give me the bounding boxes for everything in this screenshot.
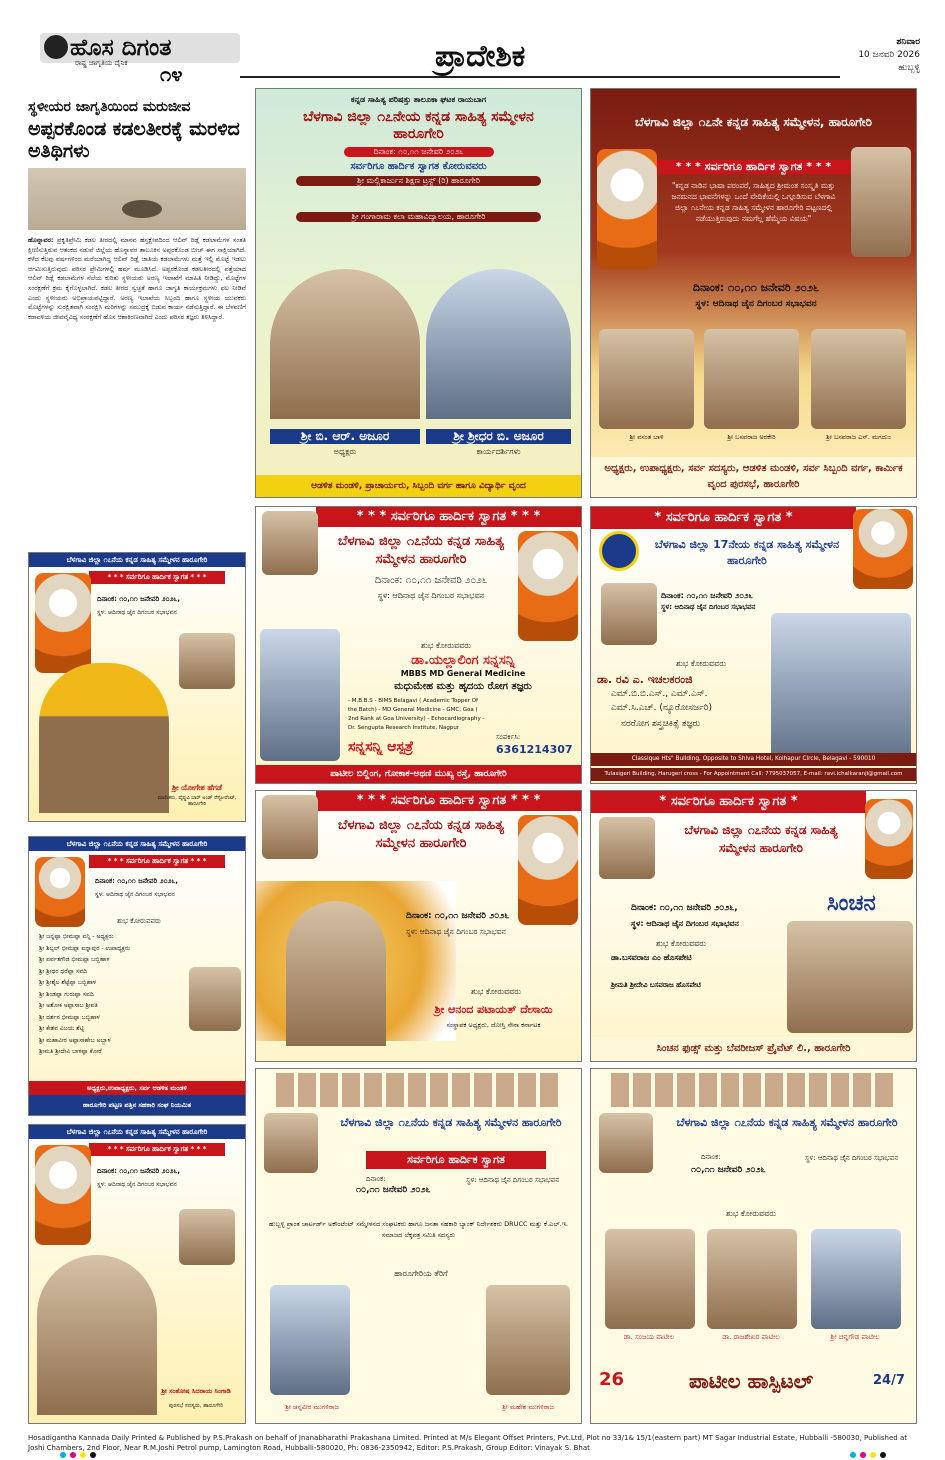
ad1-role-2: ಕಾರ್ಯದರ್ಶಿಗಳು	[476, 447, 521, 456]
ad2-venue: ಸ್ಥಳ: ಆದಿನಾಥ ಜೈನ ದಿಗಂಬರ ಸಭಾಭವನ	[695, 299, 817, 309]
registration-mark-icon	[60, 1452, 66, 1458]
ad6-date: ದಿನಾಂಕ: ೧೦,೧೧ ಜನೇವರಿ ೨೦೨೬,	[631, 903, 738, 913]
ad3-footer: ಪಾಟೀಲ ಬಿಲ್ಡಿಂಗ, ಗೋಕಾಕ-ಅಥಣಿ ಮುಖ್ಯ ರಸ್ತೆ, ಹಾರೂಗೇರಿ	[256, 765, 581, 783]
l2-footer-2: ಹಾರೂಗೇರಿ ಪಟ್ಟಣ ಪತ್ತಿನ ಸಹಕಾರಿ ಸಂಘ ನಿಯಮಿತ	[29, 1095, 245, 1115]
l2-list-item: ಶ್ರೀ ಪರ್ವತಗೌಡ ಭೀಮಪ್ಪಾ ಬಬ್ಬಿಹಾಳ	[39, 956, 110, 963]
registration-mark-icon	[850, 1452, 856, 1458]
ad-anand-desai	[255, 790, 582, 1062]
ad3-swami-portrait	[518, 531, 578, 641]
article-photo-beach	[28, 168, 246, 230]
ad1-org2: ಶ್ರೀ ಗಂಗಾರಾಮ ಕಲಾ ಮಹಾವಿದ್ಯಾಲಯ, ಹಾರೂಗೇರಿ	[296, 212, 541, 222]
ad6-swami-portrait	[865, 799, 913, 879]
ad3-welcome: * * * ಸರ್ವರಿಗೂ ಹಾರ್ದಿಕ ಸ್ವಾಗತ * * *	[316, 507, 581, 527]
ad8-photo-3	[811, 1229, 901, 1329]
l1-role: ಮಾಲೀಕರು, ವೈಷ್ಣವಿ ಬಾರ್ ಅಂಡ್ ರೆಸ್ಟೋರೆಂಟ್, ಹಾರೂಗೇರಿ	[157, 795, 237, 807]
ad1-footer: ಆಡಳಿತ ಮಂಡಳಿ, ಪ್ರಾಚಾರ್ಯರು, ಸಿಬ್ಬಂದಿ ವರ್ಗ ಹಾಗೂ ವಿದ್ಯಾರ್ಥಿ ವೃಂದ	[256, 475, 581, 497]
ad2-photo-2	[704, 329, 799, 429]
ad5-title: ಬೆಳಗಾವಿ ಜಿಲ್ಲಾ ೧೭ನೆಯ ಕನ್ನಡ ಸಾಹಿತ್ಯ ಸಮ್ಮೇಳನ ಹಾರೂಗೇರಿ	[338, 818, 504, 851]
ad4-emblem-icon	[599, 531, 639, 571]
ad6-brand-logo: ಸಿಂಚನ	[827, 891, 876, 916]
l3-swami-portrait	[35, 1145, 91, 1245]
ad7-sub: ಹಾರೂಗೇರಿಯ ತೆರಿಗೆ	[394, 1269, 448, 1278]
l1-swami-portrait	[35, 573, 91, 673]
ad6-author-photo	[599, 817, 655, 879]
ad8-person-3: ಶ್ರೀ ಚನ್ನಗೌಡ ಪಾಟೀಲ	[830, 1333, 880, 1341]
l1-author-photo	[179, 633, 235, 689]
ad8-photo-1	[605, 1229, 695, 1329]
ad2-title: ಬೆಳಗಾವಿ ಜಿಲ್ಲಾ ೧೭ನೇ ಕನ್ನಡ ಸಾಹಿತ್ಯ ಸಮ್ಮೇಳನ, ಹಾರೂಗೇರಿ	[635, 115, 872, 129]
l2-welcome: * * * ಸರ್ವರಿಗೂ ಹಾರ್ದಿಕ ಸ್ವಾಗತ * * *	[89, 855, 225, 868]
l2-swami-portrait	[35, 857, 85, 927]
ad2-welcome: * * * ಸರ್ವರಿಗೂ ಹಾರ್ದಿಕ ಸ್ವಾಗತ * * *	[651, 160, 856, 174]
ad2-swami-portrait	[597, 149, 657, 269]
l3-venue: ಸ್ಥಳ: ಆದಿನಾಥ ಜೈನ ದಿಗಂಬರ ಸಭಾಭವನ	[97, 1181, 177, 1188]
ad5-swami-portrait	[518, 815, 578, 925]
ad4-swami-portrait	[853, 509, 913, 589]
ad-patil-hospital	[590, 1068, 917, 1424]
ad4-date: ದಿನಾಂಕ: ೧೦,೧೧ ಜನೇವರಿ ೨೦೨೬	[661, 591, 753, 600]
ad4-doctor-name: ಡಾ. ರವಿ ಎ. ಇಚಲಕರಂಜಿ	[597, 673, 693, 686]
ad4-venue: ಸ್ಥಳ: ಆದಿನಾಥ ಜೈನ ದಿಗಂಬರ ಸಭಾಭವನ	[661, 603, 756, 611]
ad6-title: ಬೆಳಗಾವಿ ಜಿಲ್ಲಾ ೧೭ನೆಯ ಕನ್ನಡ ಸಾಹಿತ್ಯ ಸಮ್ಮೇಳನ ಹಾರೂಗೇರಿ	[684, 823, 838, 855]
registration-mark-icon	[870, 1452, 876, 1458]
ad5-wish: ಶುಭ ಕೋರುವವರು	[470, 987, 522, 996]
registration-mark-icon	[80, 1452, 86, 1458]
ad7-photo-2	[486, 1285, 570, 1395]
registration-mark-icon	[70, 1452, 76, 1458]
ad6-line-2: ಶ್ರೀಮತಿ ಶ್ರೀದೇವಿ ಬಸವರಾಜ ಹೊಸಪೇಟಿ	[611, 981, 701, 989]
ad-yogesh-hegde	[28, 552, 246, 822]
ad2-photo-3	[811, 329, 906, 429]
l2-top: ಬೆಳಗಾವಿ ಜಿಲ್ಲಾ ೧೭ನೆಯ ಕನ್ನಡ ಸಾಹಿತ್ಯ ಸಮ್ಮೇಳನ ಹಾರೂಗೇರಿ	[29, 837, 245, 851]
ad7-venue: ಸ್ಥಳ: ಆದಿನಾಥ ಜೈನ ದಿಗಂಬರ ಸಭಾಭವನ	[466, 1176, 560, 1184]
article-headline-block	[28, 96, 246, 162]
ad6-footer: ಸಿಂಚನ ಫುಡ್ಸ್ ಮತ್ತು ಬೆವರೀಜಸ್ ಪ್ರೈವೆಟ್ ಲಿ., ಹಾರೂಗೇರಿ	[591, 1037, 916, 1061]
ad6-venue: ಸ್ಥಳ: ಆದಿನಾಥ ಜೈನ ದಿಗಂಬರ ಸಭಾಭವನ	[631, 919, 739, 928]
ad5-welcome: * * * ಸರ್ವರಿಗೂ ಹಾರ್ದಿಕ ಸ್ವಾಗತ * * *	[316, 791, 581, 811]
l3-date: ದಿನಾಂಕ: ೧೦,೧೧ ಜನೇವರಿ ೨೦೨೬,	[97, 1167, 181, 1175]
l2-footer-1: ಅಧ್ಯಕ್ಷರು,ಉಪಾಧ್ಯಕ್ಷರು, ಸರ್ವ ಆಡಳಿತ ಮಂಡಳಿ	[29, 1081, 245, 1095]
ad-santosh-singadi	[28, 1124, 246, 1424]
ad1-name-1: ಶ್ರೀ ಬಿ. ಆರ್. ಅಜೂರ	[270, 429, 420, 444]
ad5-person-photo	[286, 901, 386, 1046]
ad7-photo-1	[270, 1285, 350, 1395]
ad2-footer: ಅಧ್ಯಕ್ಷರು, ಉಪಾಧ್ಯಕ್ಷರು, ಸರ್ವ ಸದಸ್ಯರು, ಆಡಳಿತ ಮಂಡಳಿ, ಸರ್ವ ಸಿಬ್ಬಂದಿ ವರ್ಗ, ಕಾರ್ಮಿಕ ವೃಂದ ಪುರಸಭೆ, ಹಾರೂಗೇರಿ	[591, 457, 916, 497]
registration-mark-icon	[860, 1452, 866, 1458]
l2-list	[39, 931, 189, 1058]
ad4-degree-2: ಎಮ್.ಸಿ.ಎಚ್. (ನ್ಯೂರೋಸರ್ಜರಿ)	[611, 703, 713, 713]
ad-sannasanni-hospital	[255, 506, 582, 784]
logo-tagline: ರಾಷ್ಟ್ರ ಜಾಗೃತಿಯ ದೈನಿಕ	[75, 59, 128, 67]
page-number: ೧೪	[160, 62, 183, 86]
l2-list-item: ಶ್ರೀ ಶಿಲ್ಪಲ್ ಭೀಮಪ್ಪಾ ಐನ್ನಾಪುರ - ಉಪಾಧ್ಯಕ್ಷರು	[39, 944, 131, 952]
ad3-author-photo	[262, 511, 318, 575]
ad-education-trust	[255, 88, 582, 498]
article-body	[28, 236, 246, 322]
ad3-title: ಬೆಳಗಾವಿ ಜಿಲ್ಲಾ ೧೭ನೆಯ ಕನ್ನಡ ಸಾಹಿತ್ಯ ಸಮ್ಮೇಳನ ಹಾರೂಗೇರಿ	[338, 534, 504, 567]
l2-list-item: ಶ್ರೀ ಮಹಾವೀರ ಅಪ್ಪಾಸಾಹೇಬ ಅಬ್ಬಾಳ	[39, 1036, 111, 1044]
issue-date-text: 10 ಜನವರಿ 2026	[858, 50, 920, 60]
ad3-wish: ಶುಭ ಕೋರುವವರು	[420, 641, 472, 650]
article-kicker: ಸ್ಥಳೀಯರ ಜಾಗೃತಿಯಿಂದ ಮರುಜೀವ	[28, 99, 191, 115]
ad8-portrait-strip	[611, 1073, 896, 1107]
l2-list-item: ಶ್ರೀ ಜನ್ನಪ್ಪಾ ಭೀಮಪ್ಪಾ ಐನ್ನಿ - ಅಧ್ಯಕ್ಷರು	[39, 933, 114, 940]
ad3-spec: ಮಧುಮೇಹ ಮತ್ತು ಹೃದಯ ರೋಗ ತಜ್ಞರು	[394, 681, 532, 692]
ad3-hospital-name: ಸನ್ನಸನ್ನಿ ಆಸ್ಪತ್ರೆ	[348, 739, 414, 755]
l2-list-item: ಶ್ರೀ ಕೇಶವ ವಿಜಯ ಶೆಟ್ಟಿ	[39, 1025, 85, 1032]
ad6-line-1: ಡಾ.ಬಸವರಾಜ ಎಂ ಹೊಸಪೇಟಿ	[611, 953, 692, 962]
issue-date	[840, 36, 920, 75]
ad2-body: "ಕನ್ನಡ ನಾಡಿನ ಭಾಷಾ ಪರಂಪರೆ, ಸಾಹಿತ್ಯದ ಶ್ರೀಮಂತ ಸಂಸ್ಕೃತಿ ಮತ್ತು ಜನಮನದ ಭಾವನೆಗಳನ್ನು ಒಂದೆ ವೇದಿಕೆಯಲ್ಲಿ ಒಗ್ಗೂಡಿಸುವ ಬೆಳಗಾವಿ ಜಿಲ್ಲಾ ೧೭ನೇಯ ಕನ್ನಡ ಸಾಹಿತ್ಯ ಸಮ್ಮೇಳನ ಹಾರೂಗೇರಿ ಪಟ್ಟಣದಲ್ಲಿ ನಡೆಯುತ್ತಿರುವುದು ನಮಗೆಲ್ಲ ಹೆಮ್ಮೆಯ ವಿಷಯ"	[671, 181, 836, 223]
ad8-date-label: ದಿನಾಂಕ:	[701, 1153, 721, 1161]
ad8-badge-left: 26	[599, 1369, 625, 1390]
logo-emblem-icon	[44, 35, 68, 59]
ad2-person-1: ಶ್ರೀ ವಸಂತ ಬಾಳಿ	[629, 433, 664, 441]
ad6-wish: ಶುಭ ಕೋರುವವರು	[655, 939, 707, 948]
ad8-photo-2	[707, 1229, 797, 1329]
ad8-venue: ಸ್ಥಳ: ಆದಿನಾಥ ಜೈನ ದಿಗಂಬರ ಸಭಾಭವನ	[805, 1154, 899, 1162]
ad1-name-2: ಶ್ರೀ ಶ್ರೀಧರ ಬಿ. ಅಜೂರ	[426, 429, 571, 444]
ad6-couple-photo	[787, 921, 913, 1033]
l3-role: ಪುರಸಭೆ ಸದಸ್ಯರು, ಹಾರೂಗೇರಿ	[168, 1403, 224, 1409]
ad1-top-line: ಕನ್ನಡ ಸಾಹಿತ್ಯ ಪರಿಷತ್ತು ತಾಲೂಕಾ ಘಟಕ ರಾಯಬಾಗ	[350, 95, 487, 104]
ad4-doctor-photo	[771, 613, 911, 763]
ad3-degree: MBBS MD General Medicine	[400, 669, 526, 678]
ad7-date-label: ದಿನಾಂಕ:	[366, 1175, 386, 1183]
ad4-address-2: Tulasigeri Building, Harugeri cross - For Appointment Call: 7795037057, E-mail: ravi.ichalkaranji@gmail.com	[591, 768, 916, 781]
l1-name: ಶ್ರೀ ಯೋಗೇಶ ಹೆಗಡೆ	[171, 783, 223, 792]
ad2-photo-1	[599, 329, 694, 429]
ad8-wish: ಶುಭ ಕೋರುವವರು	[725, 1209, 777, 1218]
l3-person-photo	[37, 1255, 157, 1415]
ad3-venue: ಸ್ಥಳ: ಆದಿನಾಥ ಜೈನ ದಿಗಂಬರ ಸಭಾಭವನ	[377, 591, 485, 600]
ad-town-council	[590, 88, 917, 498]
ad1-date: ದಿನಾಂಕ: ೧೦,೧೧ ಜನೇವರಿ ೨೦೨೬	[344, 147, 494, 157]
ad7-date: ೧೦,೧೧ ಜನೇವರಿ ೨೦೨೬	[356, 1185, 431, 1195]
l1-venue: ಸ್ಥಳ: ಆದಿನಾಥ ಜೈನ ದಿಗಂಬರ ಸಭಾಭವನ	[97, 609, 177, 616]
ad-cooperative-society	[28, 836, 246, 1116]
ad2-photo-right	[851, 147, 911, 257]
ad4-degree: ಎಮ್.ಬಿ.ಬಿ.ಎಸ್., ಎಮ್.ಎಸ್.	[611, 689, 708, 699]
ad7-body: ಹುಬ್ಬಳ್ಳಿ ಪ್ರಾಂತ ಚಾರ್ಟರ್ಡ್ ಅಕೌಂಟೆಂಟ್ ಸಮ್ಮೇಳನದ ಸಂಘಟಕರು ಹಾಗೂ ಜನತಾ ಸಹಕಾರಿ ಬ್ಯಾಂಕ್ ನಿರ್ದೇಶಕರು DRUCC ಮತ್ತು ಕೆ.ಎಲ್.ಇ. ಸಮಾಜದ ಲೆಕ್ಕಪತ್ರ ಸಮಿತಿ ಸದಸ್ಯರು	[268, 1220, 569, 1239]
l2-author-photo	[189, 967, 241, 1031]
newspaper-logo: ಹೊಸ ದಿಗಂತ	[40, 33, 240, 63]
registration-mark-icon	[90, 1452, 96, 1458]
issue-city: ಹುಬ್ಬಳ್ಳಿ	[898, 63, 920, 73]
ad-sinchana-foods	[590, 790, 917, 1062]
ad8-date: ೧೦,೧೧ ಜನೇವರಿ ೨೦೨೬	[691, 1165, 766, 1175]
l1-top: ಬೆಳಗಾವಿ ಜಿಲ್ಲಾ ೧೭ನೆಯ ಕನ್ನಡ ಸಾಹಿತ್ಯ ಸಮ್ಮೇಳನ ಹಾರೂಗೇರಿ	[29, 553, 245, 567]
l2-venue: ಸ್ಥಳ: ಆದಿನಾಥ ಜೈನ ದಿಗಂಬರ ಸಭಾಭವನ	[95, 891, 175, 898]
l1-date: ದಿನಾಂಕ: ೧೦,೧೧ ಜನೇವರಿ ೨೦೨೬,	[97, 595, 181, 603]
article-dateline: ಹೊನ್ನಾವರ:	[28, 236, 54, 244]
photo-person-2	[426, 269, 571, 419]
ad3-doctor-photo	[260, 629, 340, 761]
ad3-contact-label: ಸಂಪರ್ಕಿಸಿ:	[496, 733, 521, 741]
l2-list-item: ಶ್ರೀಮತಿ ಶ್ರೀದೇವಿ ಬಾಳಪ್ಪಾ ಕೋರೆ	[39, 1048, 102, 1055]
l1-welcome: * * * ಸರ್ವರಿಗೂ ಹಾರ್ದಿಕ ಸ್ವಾಗತ * * *	[89, 571, 225, 584]
photo-person-1	[270, 269, 420, 419]
ad2-person-3: ಶ್ರೀ ಬಸವರಾಜ ಎಸ್. ಮಗದುಂ	[826, 433, 891, 441]
ad4-author-photo	[601, 583, 657, 645]
ad5-date: ದಿನಾಂಕ: ೧೦,೧೧ ಜನೇವರಿ ೨೦೨೬	[406, 911, 510, 921]
l2-list-item: ಶ್ರೀ ಅಶೋಕ ಅಪ್ಪಾಸಾಬ ಶ್ರೀಪತಿ	[39, 1002, 98, 1009]
ad3-phone: 6361214307	[496, 743, 573, 756]
ad3-credentials: - M.B.B.S - BIMS Belagavi ( Academic Topper Of the Batch) - MD General Medicine - GMC, Goa ( 2nd Rank at Goa University) - Echocardiography - Dr. Sengupta Research Institute, Nagpur	[348, 698, 485, 731]
imprint-line: Hosadigantha Kannada Daily Printed & Published by P.S.Prakash on behalf of Jnanabharathi Prakashana Limited. Printed at M/s Elegant Offset Printers, Pvt.Ltd, Plot no 33/1& 15/1(eastern part) MT Sagar Industrial Estate, Hubballi -580030, Published at Joshi Chambers, 2nd Floor, Near R.M.Joshi Petrol pump, Lamington Road, Hubballi-580020, Ph: 0836-2350942, Editor: P.S.Prakash, Group Editor: Vinayak S. Bhat	[28, 1434, 907, 1452]
l3-welcome: * * * ಸರ್ವರಿಗೂ ಹಾರ್ದಿಕ ಸ್ವಾಗತ * * *	[89, 1143, 225, 1156]
ad1-welcome: ಸರ್ವರಿಗೂ ಹಾರ್ದಿಕ ಸ್ವಾಗತ ಕೋರುವವರು	[350, 161, 487, 172]
ad5-role: ಸಂಸ್ಥಾಪಕ ಅಧ್ಯಕ್ಷರು, ದೋಸ್ತಿ ಸೇನಾ ಕರ್ನಾಟಕ	[446, 1021, 541, 1029]
ad8-person-1: ಡಾ. ಸಂಜಯ ಪಾಟೀಲ	[623, 1333, 675, 1341]
ad8-title: ಬೆಳಗಾವಿ ಜಿಲ್ಲಾ ೧೭ನೆಯ ಕನ್ನಡ ಸಾಹಿತ್ಯ ಸಮ್ಮೇಳನ ಹಾರೂಗೇರಿ	[676, 1116, 898, 1129]
ad1-org1: ಶ್ರೀ ಮಲ್ಲಿಕಾರ್ಜುನ ಶಿಕ್ಷಣ ಟ್ರಸ್ಟ್ (ರಿ) ಹಾರೂಗೇರಿ	[296, 176, 541, 186]
ad8-badge-right: 24/7	[873, 1373, 905, 1388]
ad4-title: ಬೆಳಗಾವಿ ಜಿಲ್ಲಾ 17ನೇಯ ಕನ್ನಡ ಸಾಹಿತ್ಯ ಸಮ್ಮೇಳನ ಹಾರೂಗೇರಿ	[654, 538, 840, 567]
ad6-welcome: * ಸರ್ವರಿಗೂ ಹಾರ್ದಿಕ ಸ್ವಾಗತ *	[591, 791, 866, 813]
ad4-address-1: Classique Hts" Building, Opposite to Shiva Hotel, Kolhapur Circle, Belagavi - 590010	[591, 753, 916, 766]
l2-list-item: ಶ್ರೀ ದರ್ಶನ ಭೀಮಪ್ಪಾ ಬಬ್ಬಿಹಾಳ	[39, 1013, 100, 1021]
ad-chartered-accountant	[255, 1068, 582, 1424]
ad4-spec: ನರರೋಗ ಶಸ್ತ್ರಚಿಕಿತ್ಸೆ ತಜ್ಞರು	[621, 719, 701, 729]
l2-date: ದಿನಾಂಕ: ೧೦,೧೧ ಜನೇವರಿ ೨೦೨೬,	[95, 877, 179, 885]
ad2-date: ದಿನಾಂಕ: ೧೦,೧೧ ಜನೇವರಿ ೨೦೨೬	[692, 281, 820, 294]
ad4-welcome: * ಸರ್ವರಿಗೂ ಹಾರ್ದಿಕ ಸ್ವಾಗತ *	[591, 507, 856, 529]
l2-list-item: ಶ್ರೀ ಶಿಂಡಪ್ಪಾ ಗುರುಪ್ಪಾ ಸವದಿ	[39, 990, 94, 998]
ad8-author-photo	[599, 1113, 653, 1173]
ad5-author-photo	[262, 795, 318, 859]
ad7-name-2: ಶ್ರೀ ಮಹೇಶ ಮುಗಳಿರಾಜ	[502, 1403, 554, 1411]
turtle-icon	[122, 200, 162, 218]
ad5-name: ಶ್ರೀ ಆನಂದ ಪಟಾಯತ್ ದೇಸಾಯಿ	[434, 1003, 553, 1016]
ad7-name-1: ಶ್ರೀ ಚನ್ನವೀರ ಮುಗಳಿರಾಜ	[285, 1403, 339, 1411]
ad7-welcome: ಸರ್ವರಿಗೂ ಹಾರ್ದಿಕ ಸ್ವಾಗತ	[366, 1151, 546, 1169]
article-headline: ಅಪ್ಪರಕೊಂಡ ಕಡಲತೀರಕ್ಕೆ ಮರಳಿದ ಅತಿಥಿಗಳು	[28, 118, 240, 162]
ad-neurosurgeon	[590, 506, 917, 784]
ad5-venue: ಸ್ಥಳ: ಆದಿನಾಥ ಜೈನ ದಿಗಂಬರ ಸಭಾಭವನ	[406, 927, 506, 936]
ad2-person-2: ಶ್ರೀ ಬಸವರಾಜ ಅರಕೇರಿ	[727, 433, 776, 441]
issue-day: ಶನಿವಾರ	[896, 37, 920, 47]
ad4-wish: ಶುಭ ಕೋರುವವರು	[675, 659, 727, 668]
ad8-hospital-name: ಪಾಟೀಲ ಹಾಸ್ಪಿಟಲ್	[688, 1369, 814, 1393]
l3-name: ಶ್ರೀ ಸಂತೋಷ ಸಿದರಾಯ ಸಿಂಗಾಡಿ	[161, 1387, 231, 1395]
l3-author-photo	[179, 1209, 235, 1265]
ad1-title: ಬೆಳಗಾವಿ ಜಿಲ್ಲಾ ೧೭ನೇಯ ಕನ್ನಡ ಸಾಹಿತ್ಯ ಸಮ್ಮೇಳನ ಹಾರೂಗೇರಿ	[303, 109, 534, 142]
ad7-title: ಬೆಳಗಾವಿ ಜಿಲ್ಲಾ ೧೭ನೆಯ ಕನ್ನಡ ಸಾಹಿತ್ಯ ಸಮ್ಮೇಳನ ಹಾರೂಗೇರಿ	[340, 1116, 562, 1129]
ad3-doctor-name: ಡಾ.ಯಲ್ಲಾಲಿಂಗ ಸನ್ನಸನ್ನಿ	[411, 653, 515, 668]
ad3-date: ದಿನಾಂಕ: ೧೦,೧೧ ಜನೇವರಿ ೨೦೨೬	[374, 575, 488, 586]
l3-top: ಬೆಳಗಾವಿ ಜಿಲ್ಲಾ ೧೭ನೆಯ ಕನ್ನಡ ಸಾಹಿತ್ಯ ಸಮ್ಮೇಳನ ಹಾರೂಗೇರಿ	[29, 1125, 245, 1139]
section-title: ಪ್ರಾದೇಶಿಕ	[240, 36, 840, 78]
ad8-person-2: ಡಾ. ರಾಜಶೇಖರ ಪಾಟೀಲ	[722, 1333, 780, 1341]
l2-list-item: ಶ್ರೀ ಶ್ರೀಶೈಲ ಶೆಟ್ಟೆಪ್ಪಾ ಬಬ್ಬಿಹಾಳ	[39, 979, 97, 986]
l2-wish: ಶುಭ ಕೋರುವವರು	[117, 917, 161, 925]
ad1-role-1: ಅಧ್ಯಕ್ಷರು	[333, 447, 357, 456]
ad7-author-photo	[264, 1113, 318, 1173]
registration-mark-icon	[880, 1452, 886, 1458]
l2-list-item: ಶ್ರೀ ಶ್ರೀಧರ ಧರೆಪ್ಪಾ ಸವದಿ	[39, 967, 87, 975]
article-text: ಪ್ರಕೃತಿಪ್ರೇಮಿ ಕಡಲ ತೀರದಲ್ಲಿ ಮಾನವ ಹಸ್ತಕ್ಷೇಪದಿಂದ ಆಲಿವ್ ರಿಡ್ಲೆ ಕಡಲಾಮೆಗಳ ಸಂತತಿ ಕ್ಷೀಣಿಸುತ್ತಿರುವ ಆತಂಕದ ನಡುವೆ ಜಿಲ್ಲೆಯ ಹೊನ್ನಾವರ ತಾಲೂಕಿನ ಅಪ್ಪರಕೊಂಡ ಬೀಚ್ ಈಗ ಸಾಕ್ಷಿಯಾಗಿದೆ. ಕಳೆದ ಕೆಲವು ವರ್ಷಗಳಿಂದ ಮರೆಯಾಗಿದ್ದ ಆಲಿವ್ ರಿಡ್ಲೆ ಜಾತಿಯ ಕಡಲಾಮೆಗಳು ಮತ್ತೆ ಇಲ್ಲಿ ಮೊಟ್ಟೆ ಇಡಲು ಆಗಮಿಸುತ್ತಿರುವುದು ಪರಿಸರ ಪ್ರೇಮಿಗಳಲ್ಲಿ ಹರ್ಷ ಮೂಡಿಸಿದೆ. ಅಪ್ಪರಕೊಂಡ ಕಡಲತೀರದಲ್ಲಿ ಪತ್ತೆಯಾದ ಆಲಿವ್ ರಿಡ್ಲೆ ಕಡಲಾಮೆಗಳ ನೆಲೆಯ ಕುರಿತು ಸ್ಥಳೀಯರು ಅರಣ್ಯ ಇಲಾಖೆಗೆ ಮಾಹಿತಿ ನೀಡಿದ್ದು, ಮೊಟ್ಟೆಗಳ ಸಂರಕ್ಷಣೆಗೆ ಕ್ರಮ ಕೈಗೊಳ್ಳಲಾಗಿದೆ. ಕಡಲ ತೀರದ ಸ್ವಚ್ಛತೆ ಹಾಗೂ ಜಾಗೃತಿ ಕಾರ್ಯಕ್ರಮಗಳು ಫಲ ನೀಡಿವೆ ಎಂದು ಸ್ಥಳೀಯರು ಅಭಿಪ್ರಾಯಪಟ್ಟಿದ್ದಾರೆ. ಅರಣ್ಯ ಇಲಾಖೆಯ ಸಿಬ್ಬಂದಿ ಹಾಗೂ ಸ್ಥಳೀಯ ಯುವಕರು ಮೊಟ್ಟೆಗಳನ್ನು ಸುರಕ್ಷಿತವಾಗಿ ಸಂರಕ್ಷಿಸಿ ಮರಿಗಳನ್ನು ಸಮುದ್ರಕ್ಕೆ ಬಿಡುವ ಕಾರ್ಯ ನಡೆಸುತ್ತಿದ್ದಾರೆ. ಈ ಬೆಳವಣಿಗೆ ಕರಾವಳಿಯ ಜೀವವೈವಿಧ್ಯ ಸಂರಕ್ಷಣೆಗೆ ಹೊಸ ಆಶಾಕಿರಣವಾಗಿದೆ ಎಂದು ಪರಿಸರ ತಜ್ಞರು ತಿಳಿಸಿದ್ದಾರೆ.	[28, 236, 246, 321]
ad7-portrait-strip	[276, 1073, 561, 1107]
